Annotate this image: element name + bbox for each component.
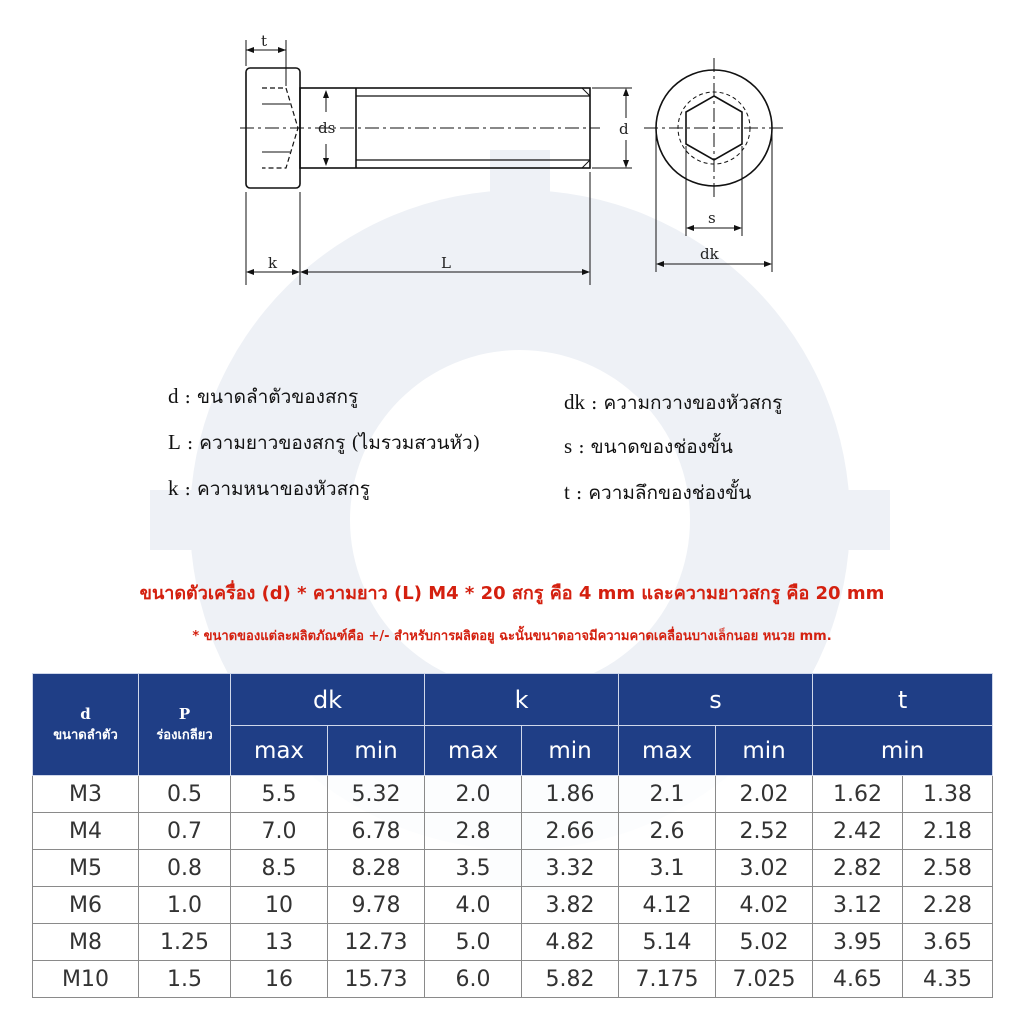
table-cell: M5 [33,850,139,887]
header-t-min: min [813,726,993,776]
table-cell: 3.5 [425,850,522,887]
legend-key: dk [564,390,585,414]
table-cell: 6.0 [425,961,522,998]
header-s-min: min [716,726,813,776]
table-cell: 1.0 [139,887,231,924]
header-d-symbol: d [80,705,91,723]
table-cell: 7.175 [619,961,716,998]
table-cell: M3 [33,776,139,813]
dim-label-ds: ds [318,119,336,137]
table-cell: 2.18 [903,813,993,850]
headline: ขนาดตัวเครื่อง (d) * ความยาว (L) M4 * 20 สกรู คือ 4 mm และความยาวสกรู คือ 20 mm [139,583,885,604]
legend-text: : ขนาดลำตัวของสกรู [178,386,359,408]
table-cell: 2.28 [903,887,993,924]
legend-text: : ความหนาของหัวสกรู [178,478,370,500]
legend-key: L [168,430,181,454]
legend-key: t [564,480,570,504]
table-cell: 2.6 [619,813,716,850]
table-cell: 2.1 [619,776,716,813]
legend-text: : ความกวางของหัวสกรู [585,392,783,414]
table-cell: 5.5 [231,776,328,813]
table-cell: 9.78 [328,887,425,924]
legend-item-s [564,432,733,462]
table-row [33,776,993,813]
table-cell: 6.78 [328,813,425,850]
table-cell: 4.35 [903,961,993,998]
table-cell: 2.8 [425,813,522,850]
dim-label-L: L [441,254,451,272]
dim-label-t: t [261,32,268,50]
header-s: s [619,674,813,726]
header-k-min: min [522,726,619,776]
table-cell: 16 [231,961,328,998]
legend-item-k [168,474,370,504]
table-cell: M4 [33,813,139,850]
legend-text: : ความลึกของช่องขั้น [569,482,752,504]
header-t: t [813,674,993,726]
table-cell: 1.86 [522,776,619,813]
legend-text: : ขนาดของช่องขั้น [572,436,733,458]
table-cell: 2.02 [716,776,813,813]
table-cell: 0.5 [139,776,231,813]
tolerance-note: * ขนาดของแต่ละผลิตภัณฑ์คือ +/- สำหรับการผลิตอยู ฉะนั้นขนาดอาจมีความคาดเคลื่อนบางเล็กนอย หนวย mm. [192,629,832,644]
table-cell: 0.8 [139,850,231,887]
table-cell: 7.0 [231,813,328,850]
table-cell: 2.52 [716,813,813,850]
legend-item-t [564,478,751,508]
table-cell: 2.58 [903,850,993,887]
table-cell: 4.82 [522,924,619,961]
header-dk-max: max [231,726,328,776]
table-cell: 3.12 [813,887,903,924]
header-p-symbol: P [178,705,191,723]
dim-label-dk: dk [700,245,719,263]
table-cell: 3.02 [716,850,813,887]
legend-key: d [168,384,179,408]
table-cell: 3.95 [813,924,903,961]
table-cell: 8.5 [231,850,328,887]
header-p-label: ร่องเกลียว [156,728,213,743]
table-cell: 4.12 [619,887,716,924]
table-cell: 2.0 [425,776,522,813]
table-cell: 5.82 [522,961,619,998]
table-cell: 2.82 [813,850,903,887]
header-s-max: max [619,726,716,776]
table-cell: M6 [33,887,139,924]
table-cell: 7.025 [716,961,813,998]
table-cell: 3.82 [522,887,619,924]
table-cell: 2.42 [813,813,903,850]
header-d-label: ขนาดลำตัว [53,728,118,743]
table-cell: 1.62 [813,776,903,813]
table-cell: 5.32 [328,776,425,813]
table-cell: M10 [33,961,139,998]
table-cell: 8.28 [328,850,425,887]
table-cell: 4.0 [425,887,522,924]
header-k: k [425,674,619,726]
table-cell: M8 [33,924,139,961]
table-cell: 4.65 [813,961,903,998]
table-row [33,924,993,961]
table-cell: 1.25 [139,924,231,961]
header-dk: dk [231,674,425,726]
legend-key: k [168,476,179,500]
table-cell: 1.38 [903,776,993,813]
table-cell: 5.0 [425,924,522,961]
screw-technical-drawing [0,0,1024,300]
table-cell: 0.7 [139,813,231,850]
table-cell: 5.02 [716,924,813,961]
legend-item-L [168,428,480,458]
table-row [33,813,993,850]
dim-label-d: d [619,120,629,138]
table-cell: 15.73 [328,961,425,998]
dim-label-k: k [268,254,278,272]
table-cell: 3.65 [903,924,993,961]
legend-text: : ความยาวของสกรู (ไมรวมสวนหัว) [180,432,481,454]
header-dk-min: min [328,726,425,776]
table-cell: 5.14 [619,924,716,961]
table-row [33,887,993,924]
table-cell: 13 [231,924,328,961]
table-cell: 1.5 [139,961,231,998]
table-cell: 2.66 [522,813,619,850]
header-p [139,674,231,776]
legend-key: s [564,434,573,458]
header-d [33,674,139,776]
header-k-max: max [425,726,522,776]
dim-label-s: s [708,209,716,227]
table-cell: 3.32 [522,850,619,887]
legend-item-d [168,382,358,412]
legend-item-dk [564,388,782,418]
spec-table [32,673,993,998]
table-cell: 12.73 [328,924,425,961]
table-cell: 10 [231,887,328,924]
table-row [33,961,993,998]
table-row [33,850,993,887]
table-cell: 3.1 [619,850,716,887]
table-cell: 4.02 [716,887,813,924]
